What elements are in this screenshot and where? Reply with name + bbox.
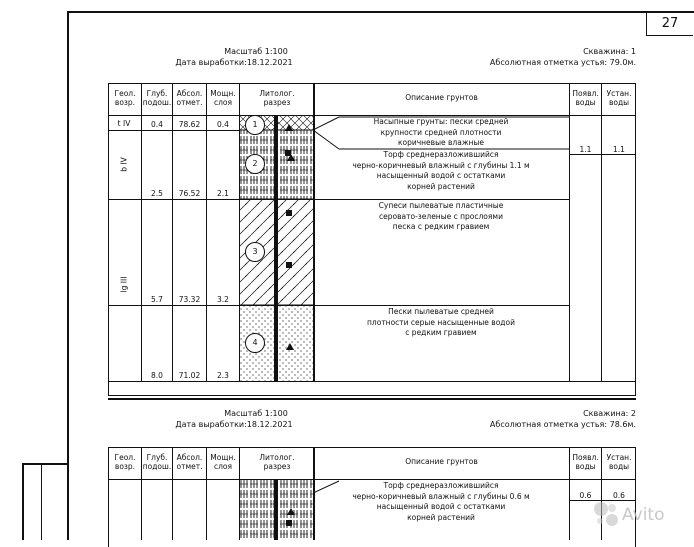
depth-2: 2.5: [151, 189, 163, 198]
geo-age-3: lg III: [119, 276, 129, 293]
layer-number-1: 1: [245, 115, 265, 135]
sample-triangle-icon: [286, 343, 294, 350]
margin-stamp-top: [22, 463, 69, 465]
hdr-desc: Описание грунтов: [405, 93, 478, 102]
sample-square-icon: [286, 520, 292, 526]
depth-3: 5.7: [151, 295, 163, 304]
geo-age-1: t IV: [117, 119, 131, 128]
hdr-depth: Глуб. подош.: [142, 89, 172, 107]
frame-left: [67, 11, 69, 540]
abs-4: 71.02: [178, 371, 201, 380]
date-label-2: Дата выработки:18.12.2021: [175, 420, 293, 429]
depth-1: 0.4: [151, 120, 163, 129]
sample-square-icon: [286, 210, 292, 216]
water-set-2: 0.6: [613, 491, 625, 500]
hdr-thick: Мощн. слоя: [210, 89, 236, 107]
hdr-geo-age: Геол. возр.: [114, 89, 136, 107]
frame-top: [67, 11, 694, 13]
sample-triangle-icon: [287, 508, 295, 515]
water-appear-1: 1.1: [579, 145, 592, 154]
thick-2: 2.1: [217, 189, 229, 198]
layer-desc-2: Торф среднеразложившийся черно-коричневый влажный с глубины 1.1 м насыщенный водой с остатками корней растений: [352, 150, 530, 191]
sample-triangle-icon: [285, 124, 293, 131]
hdr2-water-appear: Появл. воды: [572, 453, 599, 471]
abs-2: 76.52: [178, 189, 201, 198]
t1-col: [601, 83, 602, 381]
hdr2-thick: Мощн. слоя: [210, 453, 236, 471]
layer-desc-4: Пески пылеватые средней плотности серые насыщенные водой с редким гравием: [367, 307, 515, 337]
hdr-water-set: Устан. воды: [606, 89, 632, 107]
water-appear-2: 0.6: [579, 491, 592, 500]
hdr2-abs: Абсол. отмет.: [176, 453, 203, 471]
water-set-1: 1.1: [613, 145, 625, 154]
table1-bottom-line: [108, 381, 636, 382]
hdr2-litho: Литолог. разрез: [259, 453, 295, 471]
hdr-litho: Литолог. разрез: [259, 89, 295, 107]
thick-1: 0.4: [217, 120, 229, 129]
margin-stamp-col2: [41, 463, 42, 540]
scale-label-2: Масштаб 1:100: [224, 409, 288, 418]
sample-square-icon: [286, 262, 292, 268]
layer-desc-1: Насыпные грунты: пески средней крупности средней плотности коричневые влажные: [373, 117, 509, 147]
layer2-desc-1: Торф среднеразложившийся черно-коричневый влажный с глубины 0.6 м насыщенный водой с остатками корней растений: [352, 481, 530, 522]
lithology-column-2: [239, 479, 314, 540]
water-line: [569, 154, 636, 155]
sheet-number: 27: [661, 16, 679, 31]
hdr-water-appear: Появл. воды: [572, 89, 599, 107]
layer-number-2: 2: [245, 154, 265, 174]
watermark-logo-icon: [592, 500, 620, 528]
hdr2-water-set: Устан. воды: [606, 453, 632, 471]
abs-1: 78.62: [178, 120, 201, 129]
layer-number-3: 3: [245, 242, 265, 262]
well-label-1: Скважина: 1: [583, 47, 636, 56]
scale-label-1: Масштаб 1:100: [224, 47, 288, 56]
t1-col: [569, 83, 570, 381]
well-label-2: Скважина: 2: [583, 409, 636, 418]
elevation-label-1: Абсолютная отметка устья: 79.0м.: [489, 58, 636, 67]
depth-4: 8.0: [151, 371, 163, 380]
geo-age-2: b IV: [119, 157, 129, 172]
watermark-text: Avito: [622, 505, 665, 525]
layer-desc-3: Супеси пылеватые пластичные серовато-зеленые с прослоями песка с редким гравием: [378, 201, 504, 231]
sample-triangle-icon: [287, 154, 295, 161]
date-label-1: Дата выработки:18.12.2021: [175, 58, 293, 67]
hdr2-geo-age: Геол. возр.: [114, 453, 136, 471]
desc-line: [313, 199, 569, 200]
thick-4: 2.3: [217, 371, 229, 380]
layer-line: [108, 130, 239, 131]
abs-3: 73.32: [178, 295, 201, 304]
thick-3: 3.2: [217, 295, 229, 304]
block-separator: [108, 398, 636, 400]
margin-stamp-col1: [22, 463, 24, 540]
hdr2-depth: Глуб. подош.: [142, 453, 172, 471]
hdr2-desc: Описание грунтов: [405, 457, 478, 466]
desc-line: [313, 305, 569, 306]
layer-number-4: 4: [245, 333, 265, 353]
elevation-label-2: Абсолютная отметка устья: 78.6м.: [489, 420, 636, 429]
hdr-abs: Абсол. отмет.: [176, 89, 203, 107]
